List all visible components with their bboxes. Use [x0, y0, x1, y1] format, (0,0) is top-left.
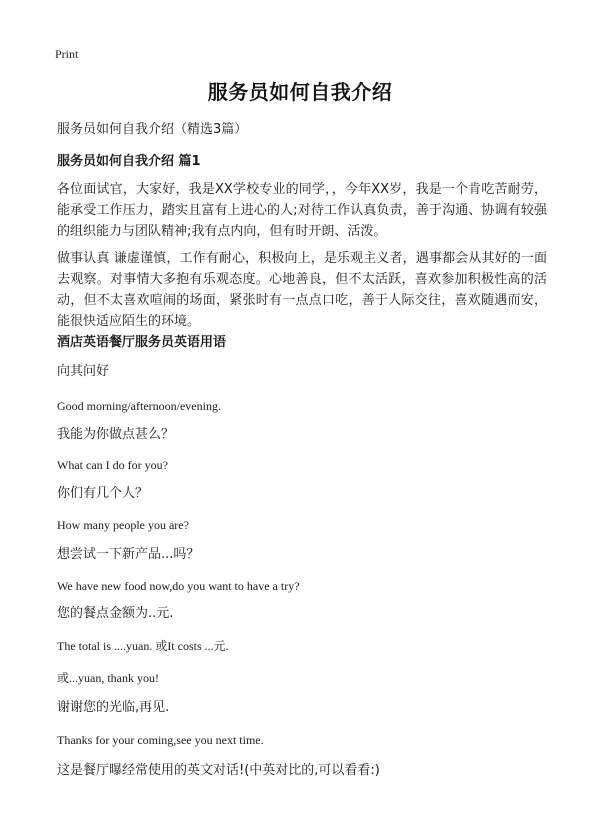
phrase-line-en: 或...yuan, thank you! — [57, 671, 159, 685]
phrase-line-cn: 向其问好 — [57, 364, 110, 379]
phrase-line-en: How many people you are? — [57, 518, 189, 532]
section-2-heading: 酒店英语餐厅服务员英语用语 — [57, 335, 227, 350]
section-1-paragraph-1: 各位面试官，大家好，我是XX学校专业的同学，，今年XX岁，我是一个肯吃苦耐劳，能承受工作压力，踏实且富有上进心的人;对待工作认真负责，善于沟通、协调有较强的组织能力与团队精神;我有点内向，但有时开朗、活泼。 — [57, 182, 547, 239]
phrase-line-cn: 您的餐点金额为..元. — [57, 606, 174, 621]
phrase-line-en: Thanks for your coming,see you next time. — [57, 733, 264, 747]
document-subtitle: 服务员如何自我介绍（精选3篇） — [57, 122, 248, 137]
phrase-line-cn: 想尝试一下新产品...吗？ — [57, 547, 200, 562]
phrase-line-en: Good morning/afternoon/evening. — [57, 399, 221, 413]
document-title: 服务员如何自我介绍 — [207, 80, 393, 104]
print-label: Print — [55, 47, 79, 61]
phrase-line-cn: 你们有几个人？ — [57, 486, 149, 501]
section-1-paragraph-2: 做事认真 谦虚谨慎，工作有耐心，积极向上，是乐观主义者，遇事都会从其好的一面去观察。对事情大多抱有乐观态度。心地善良，但不太活跃，喜欢参加积极性高的活动，但不太喜欢喧闹的场面，紧张时有一点点口吃，善于人际交往，喜欢随遇而安，能很快适应陌生的环境。 — [57, 251, 547, 329]
phrase-line-en: The total is ....yuan. 或It costs ...元. — [57, 639, 229, 653]
phrase-line-cn: 我能为你做点甚么？ — [57, 427, 175, 442]
section-1-heading: 服务员如何自我介绍 篇1 — [57, 154, 201, 169]
phrase-line-cn: 谢谢您的光临,再见. — [57, 700, 170, 715]
phrase-line-en: What can I do for you? — [57, 458, 168, 472]
phrase-line-cn: 这是餐厅曝经常使用的英文对话!(中英对比的,可以看看:) — [57, 763, 380, 778]
phrase-line-en: We have new food now,do you want to have a try? — [57, 579, 300, 593]
